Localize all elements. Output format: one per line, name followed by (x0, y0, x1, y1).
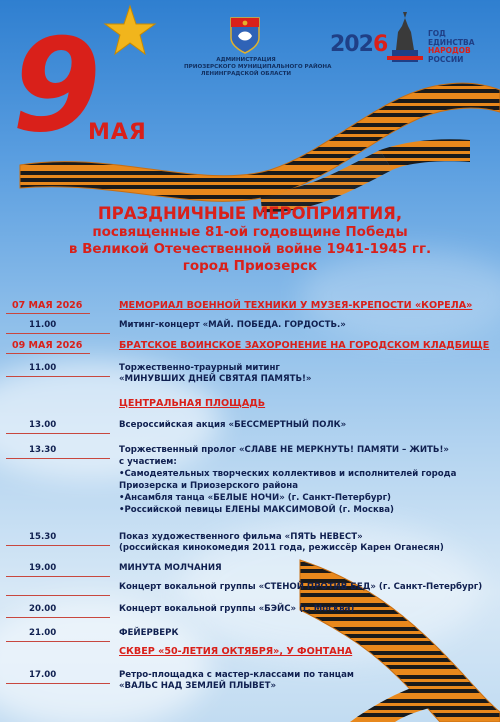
heading-subtitle: в Великой Отечественной войне 1941-1945 гг. (68, 241, 432, 257)
event-time: 13.00 (29, 420, 57, 430)
event-title: Ретро-площадка с мастер-классами по танцам (119, 670, 354, 680)
event-title: Торжественный пролог «СЛАВЕ НЕ МЕРКНУТЬ! ПАМЯТИ – ЖИТЬ!» (119, 445, 449, 455)
date-label: 09 МАЯ 2026 (12, 340, 83, 351)
divider (6, 641, 110, 642)
unity-line: РОССИИ (428, 54, 464, 64)
event-title: Концерт вокальной группы «СТЕНОЙ ПРОТИВ БЕД» (г. Санкт-Петербург) (119, 582, 483, 592)
divider (6, 333, 110, 334)
divider (6, 353, 90, 354)
event-title: «МИНУВШИХ ДНЕЙ СВЯТАЯ ПАМЯТЬ!» (119, 374, 312, 384)
monument-icon (384, 12, 424, 64)
heading-city: город Приозерск (182, 258, 318, 274)
nine-digit: 9 (12, 18, 102, 138)
event-time: 11.00 (29, 320, 57, 330)
date-label: 07 МАЯ 2026 (12, 300, 83, 311)
event-title: МИНУТА МОЛЧАНИЯ (119, 563, 222, 573)
year-number: 2026 (330, 32, 388, 57)
event-time: 19.00 (29, 563, 57, 573)
event-time: 11.00 (29, 363, 57, 373)
divider (6, 433, 110, 434)
event-title: Всероссийская акция «БЕССМЕРТНЫЙ ПОЛК» (119, 420, 347, 430)
event-title: Показ художественного фильма «ПЯТЬ НЕВЕСТ» (119, 532, 363, 542)
venue-label: СКВЕР «50-ЛЕТИЯ ОКТЯБРЯ», У ФОНТАНА (119, 646, 353, 657)
event-time: 20.00 (29, 604, 57, 614)
event-time: 13.30 (29, 445, 57, 455)
event-title: Торжественно-траурный митинг (119, 363, 280, 373)
event-title: •Самодеятельных творческих коллективов и исполнителей города (119, 469, 457, 479)
unity-line: ЕДИНСТВА (428, 37, 475, 47)
venue-label: МЕМОРИАЛ ВОЕННОЙ ТЕХНИКИ У МУЗЕЯ-КРЕПОСТИ «КОРЕЛА» (119, 300, 473, 311)
venue-label: ЦЕНТРАЛЬНАЯ ПЛОЩАДЬ (119, 398, 266, 409)
event-title: с участием: (119, 457, 177, 467)
may-label: МАЯ (88, 120, 147, 145)
event-title: Концерт вокальной группы «БЭЙС» (г. Москва) (119, 604, 355, 614)
star-icon (103, 4, 157, 58)
divider (6, 545, 110, 546)
event-title: •Российской певицы ЕЛЕНЫ МАКСИМОВОЙ (г. Москва) (119, 505, 394, 515)
divider (6, 313, 90, 314)
event-title: «ВАЛЬС НАД ЗЕМЛЕЙ ПЛЫВЕТ» (119, 681, 277, 691)
divider (6, 617, 110, 618)
year-of-unity-logo (326, 12, 492, 72)
administration-caption (184, 57, 332, 78)
divider (6, 376, 110, 377)
admin-line: ПРИОЗЕРСКОГО МУНИЦИПАЛЬНОГО РАЙОНА (184, 64, 332, 70)
event-time: 17.00 (29, 670, 57, 680)
admin-line: АДМИНИСТРАЦИЯ (216, 57, 276, 63)
coat-of-arms-icon (229, 16, 261, 54)
admin-line: ЛЕНИНГРАДСКОЙ ОБЛАСТИ (200, 71, 292, 77)
divider (6, 683, 110, 684)
event-time: 21.00 (29, 628, 57, 638)
heading-title: ПРАЗДНИЧНЫЕ МЕРОПРИЯТИЯ, (97, 204, 403, 223)
event-title: Приозерска и Приозерского района (119, 481, 299, 491)
poster-heading (0, 204, 500, 275)
event-time: 15.30 (29, 532, 57, 542)
unity-line: НАРОДОВ (428, 46, 471, 56)
divider (6, 576, 110, 577)
venue-label: БРАТСКОЕ ВОИНСКОЕ ЗАХОРОНЕНИЕ НА ГОРОДСКОМ КЛАДБИЩЕ (119, 340, 490, 351)
divider (6, 595, 110, 596)
event-title: Митинг-концерт «МАЙ. ПОБЕДА. ГОРДОСТЬ.» (119, 320, 346, 330)
heading-subtitle: посвященные 81-ой годовщине Победы (92, 224, 408, 240)
divider (6, 458, 110, 459)
event-title: (российская кинокомедия 2011 года, режиссёр Карен Оганесян) (119, 543, 444, 553)
event-title: •Ансамбля танца «БЕЛЫЕ НОЧИ» (г. Санкт-Петербург) (119, 493, 391, 503)
unity-line: ГОД (428, 29, 446, 38)
unity-text (428, 30, 475, 64)
event-title: ФЕЙЕРВЕРК (119, 628, 179, 638)
